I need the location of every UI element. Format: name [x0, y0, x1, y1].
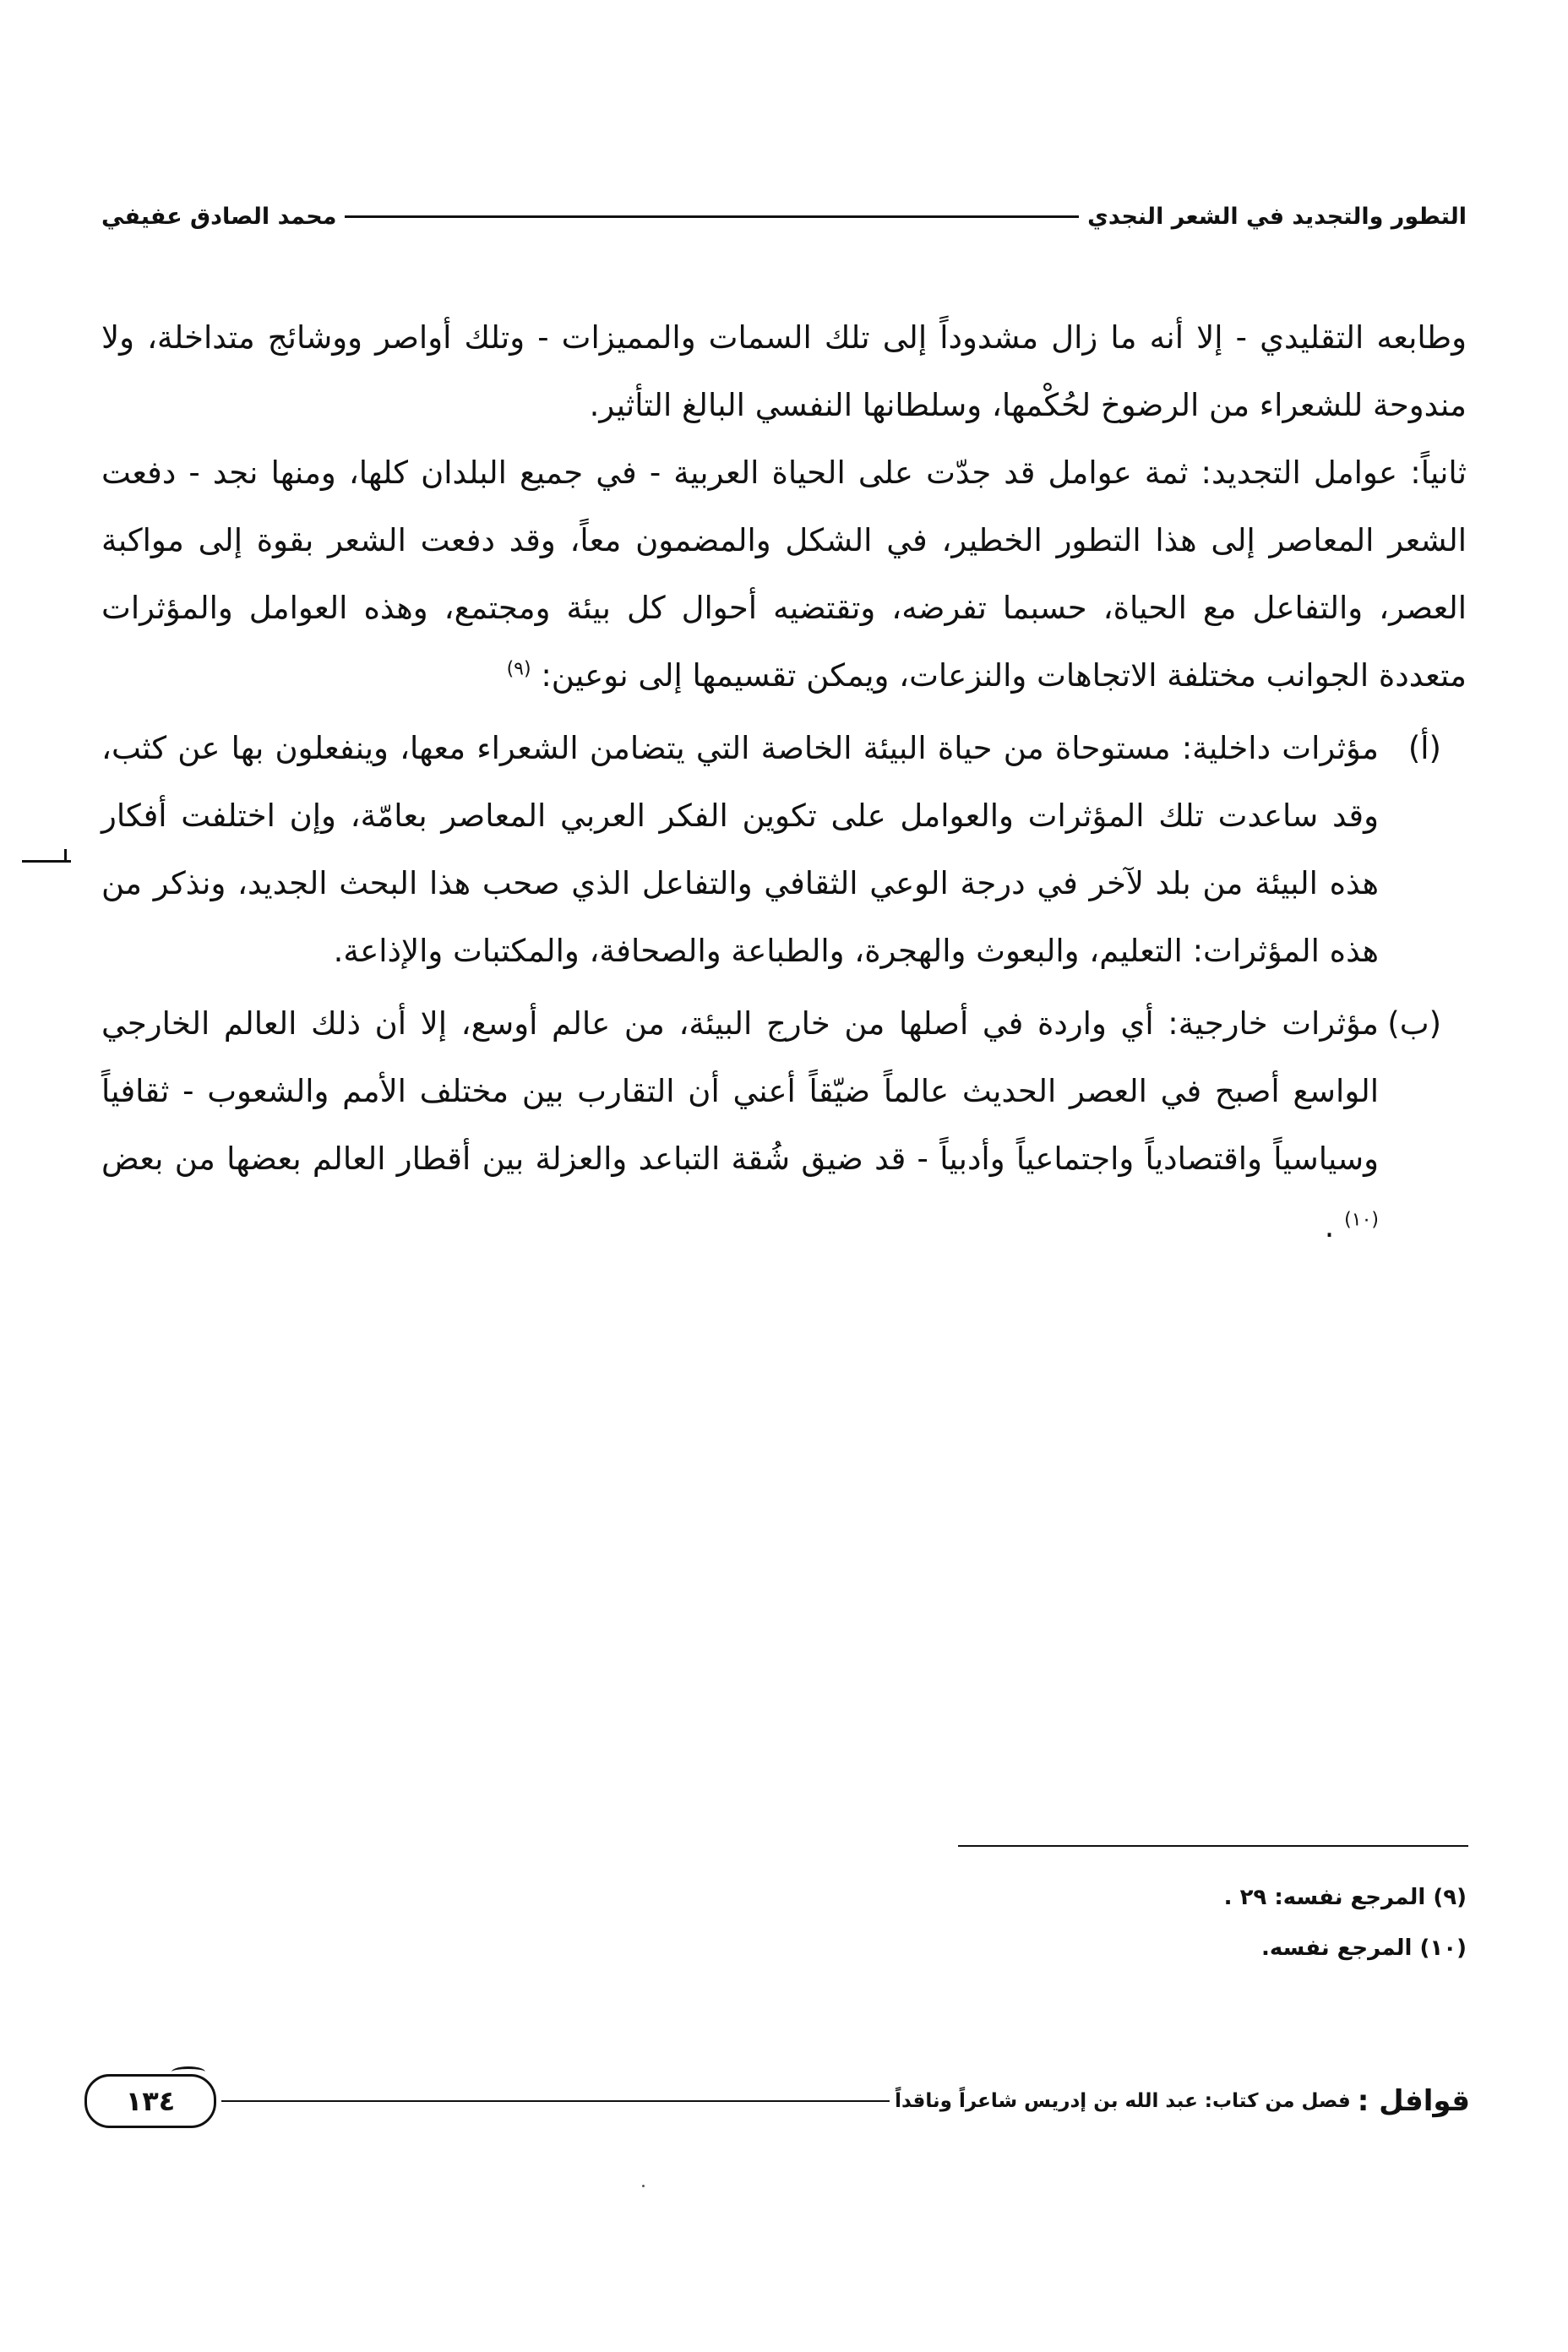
source-note: فصل من كتاب: عبد الله بن إدريس شاعراً وناقداً: [895, 2090, 1351, 2112]
footnotes: [760, 1872, 1467, 1974]
author-name: محمد الصادق عفيفي: [101, 203, 337, 230]
book-title: التطور والتجديد في الشعر النجدي: [1087, 203, 1467, 230]
list-item-a: [101, 715, 1467, 985]
series-name: قوافل :: [1357, 2084, 1470, 2118]
paragraph-2: [101, 439, 1467, 710]
list-item-b-text-wrap: [101, 990, 1379, 1260]
paragraph-1: وطابعه التقليدي - إلا أنه ما زال مشدوداً إلى تلك السمات والمميزات - وتلك أواصر ووشائج متداخلة، ولا مندوحة للشعراء من الرضوخ لحُكْمها، وسلطانها النفسي البالغ التأثير.: [101, 319, 1467, 423]
running-header: [101, 191, 1467, 242]
list-item-a-text: مؤثرات داخلية: مستوحاة من حياة البيئة الخاصة التي يتضامن الشعراء معها، وينفعلون بها عن كثب، وقد ساعدت تلك المؤثرات والعوامل على تكوين الفكر العربي المعاصر بعامّة، وإن اختلفت أفكار هذه البيئة من بلد لآخر في درجة الوعي الثقافي والتفاعل الذي صحب هذا البحث الجديد، ونذكر من هذه المؤثرات: التعليم، والبعوث والهجرة، والطباعة والصحافة، والمكتبات والإذاعة.: [101, 730, 1379, 969]
footnote-rule: [958, 1845, 1468, 1847]
list-item-b: [101, 990, 1467, 1260]
list-item-b-label: (ب): [1387, 1005, 1441, 1042]
footnote-ref-9: (٩): [506, 658, 531, 680]
paragraph-2-text: ثانياً: عوامل التجديد: ثمة عوامل قد جدّت على الحياة العربية - في جميع البلدان كلها، ومنها نجد - دفعت الشعر المعاصر إلى هذا التطور الخطير، في الشكل والمضمون معاً، وقد دفعت الشعر بقوة إلى مواكبة العصر، والتفاعل مع الحياة، حسبما تفرضه، وتقتضيه أحوال كل بيئة ومجتمع، وهذه العوامل والمؤثرات متعددة الجوانب مختلفة الاتجاهات والنزعات، ويمكن تقسيمها إلى نوعين:: [101, 455, 1467, 694]
footnote-10: (١٠) المرجع نفسه.: [1261, 1936, 1467, 1961]
scan-speck: [642, 2185, 645, 2187]
header-rule: [345, 215, 1079, 218]
margin-mark: [22, 860, 71, 863]
main-text: [101, 304, 1467, 1260]
list-item-b-text: مؤثرات خارجية: أي واردة في أصلها من خارج البيئة، من عالم أوسع، إلا أن ذلك العالم الخارجي الواسع أصبح في العصر الحديث عالماً ضيّقاً أعني أن التقارب بين مختلف الأمم والشعوب - ثقافياً وسياسياً واقتصادياً واجتماعياً وأدبياً - قد ضيق شُقة التباعد والعزلة بين أقطار العالم بعضها من بعض: [101, 1005, 1379, 1177]
list-item-a-label: (أ): [1407, 730, 1441, 766]
page-number: ١٣٤: [84, 2074, 216, 2128]
list-item-b-end: .: [1324, 1208, 1335, 1244]
page-footer: [84, 2072, 1470, 2131]
footnote-9: (٩) المرجع نفسه: ٢٩ .: [1223, 1885, 1467, 1910]
footnote-ref-10: (١٠): [1344, 1209, 1379, 1231]
footer-rule: [221, 2100, 890, 2102]
